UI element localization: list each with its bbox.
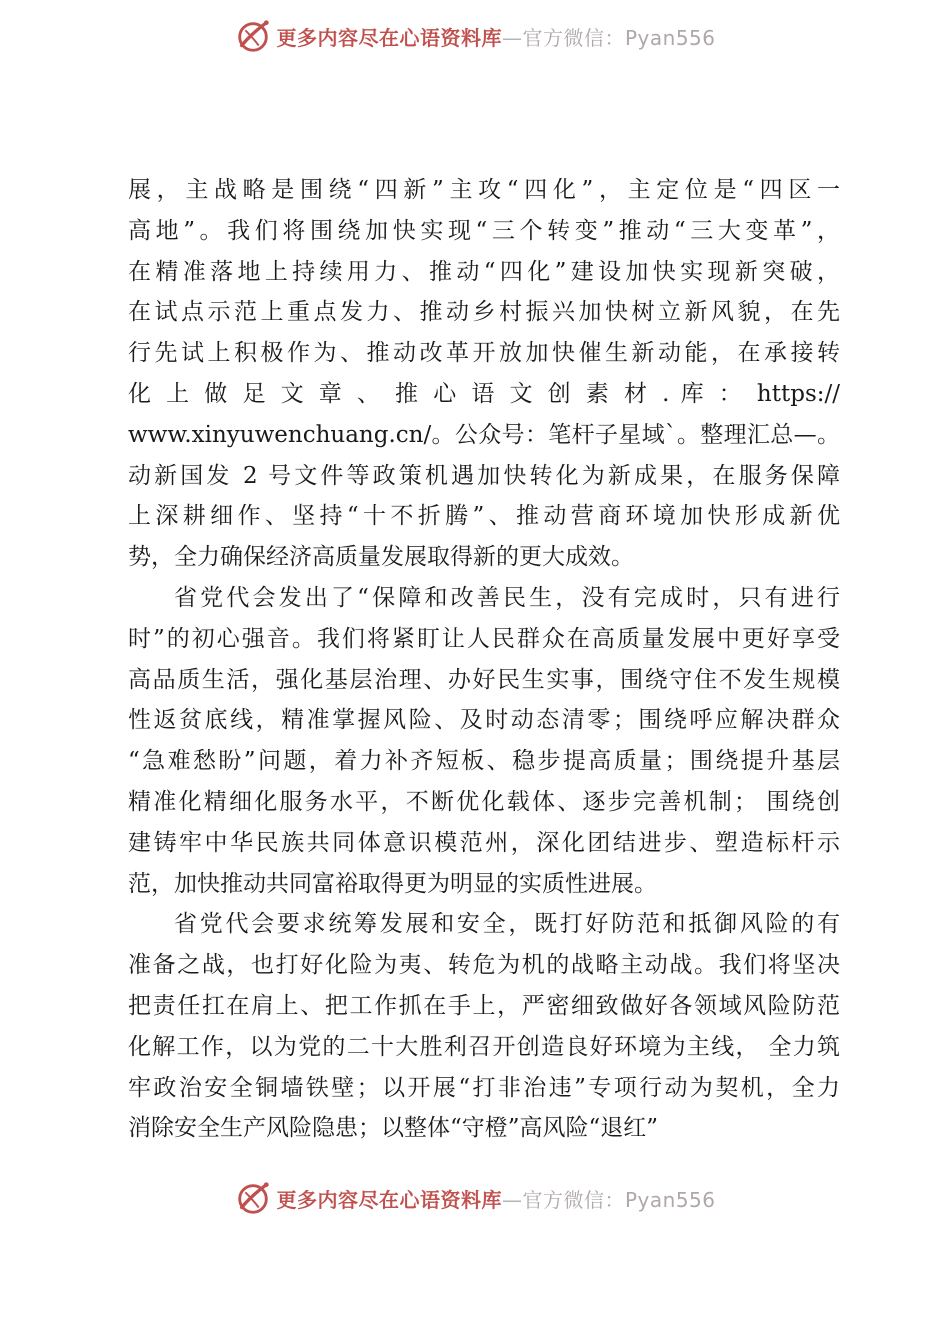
text-line: 化 上 做 足 文 章 、 推 心 语 文 创 素 材 . 库 ： https:// [128,380,840,407]
brush-logo-icon [234,17,272,55]
text-line: 精准化精细化服务水平，不断优化载体、逐步完善机制； 围绕创 [128,788,840,815]
footer-separator: — [501,1187,523,1212]
text-line: 范，加快推动共同富裕取得更为明显的实质性进展。 [128,870,657,897]
text-line: 高品质生活，强化基层治理、办好民生实事，围绕守住不发生规模 [128,666,840,693]
paragraph-start-line: 省党代会发出了“保障和改善民生，没有完成时，只有进行 [174,584,840,611]
footer-text [276,1184,715,1213]
header-wechat-id: Pyan556 [624,25,716,50]
header-official-label: 官方微信： [522,25,625,50]
text-line: 时”的初心强音。我们将紧盯让人民群众在高质量发展中更好享受 [128,625,840,652]
document-body [128,170,840,1149]
header-separator: — [501,25,523,50]
header-text [276,22,715,51]
text-line: 牢政治安全铜墙铁壁；以开展“打非治违”专项行动为契机，全力 [128,1074,840,1101]
text-line: 性返贫底线，精准掌握风险、及时动态清零；围绕呼应解决群众 [128,707,840,734]
text-line: 势，全力确保经济高质量发展取得新的更大成效。 [128,544,634,571]
text-line: 上深耕细作、坚持“十不折腾”、推动营商环境加快形成新优 [128,503,840,530]
paragraph-start-line: 省党代会要求统筹发展和安全，既打好防范和抵御风险的有 [174,911,840,938]
text-line: 展，主战略是围绕“四新”主攻“四化”，主定位是“四区一 [128,177,840,203]
text-line: 在精准落地上持续用力、推动“四化”建设加快实现新突破， [128,258,840,285]
footer-banner [0,1176,950,1220]
header-banner [0,14,950,58]
text-line: “急难愁盼”问题，着力补齐短板、稳步提高质量；围绕提升基层 [128,748,840,775]
text-line: 在试点示范上重点发力、推动乡村振兴加快树立新风貌，在先 [128,299,840,326]
footer-official-label: 官方微信： [522,1187,625,1212]
footer-brand: 更多内容尽在心语资料库 [276,1187,502,1212]
text-line: www.xinyuwenchuang.cn/。公众号：笔杆子星域`。整理汇总—。 [128,421,840,448]
text-line: 把责任扛在肩上、把工作抓在手上，严密细致做好各领域风险防范 [128,992,840,1019]
text-line: 消除安全生产风险隐患；以整体“守橙”高风险“退红” [128,1115,659,1142]
text-line: 化解工作，以为党的二十大胜利召开创造良好环境为主线， 全力筑 [128,1033,840,1060]
brush-logo-icon [234,1179,272,1217]
header-brand: 更多内容尽在心语资料库 [276,25,502,50]
text-line: 建铸牢中华民族共同体意识模范州，深化团结进步、塑造标杆示 [128,829,840,856]
text-line: 行先试上积极作为、推动改革开放加快催生新动能，在承接转 [128,340,840,367]
text-line: 动新国发 2 号文件等政策机遇加快转化为新成果，在服务保障 [128,462,840,489]
text-line: 高地”。我们将围绕加快实现“三个转变”推动“三大变革”， [128,217,840,244]
footer-wechat-id: Pyan556 [624,1187,716,1212]
text-line: 准备之战，也打好化险为夷、转危为机的战略主动战。我们将坚决 [128,952,840,979]
